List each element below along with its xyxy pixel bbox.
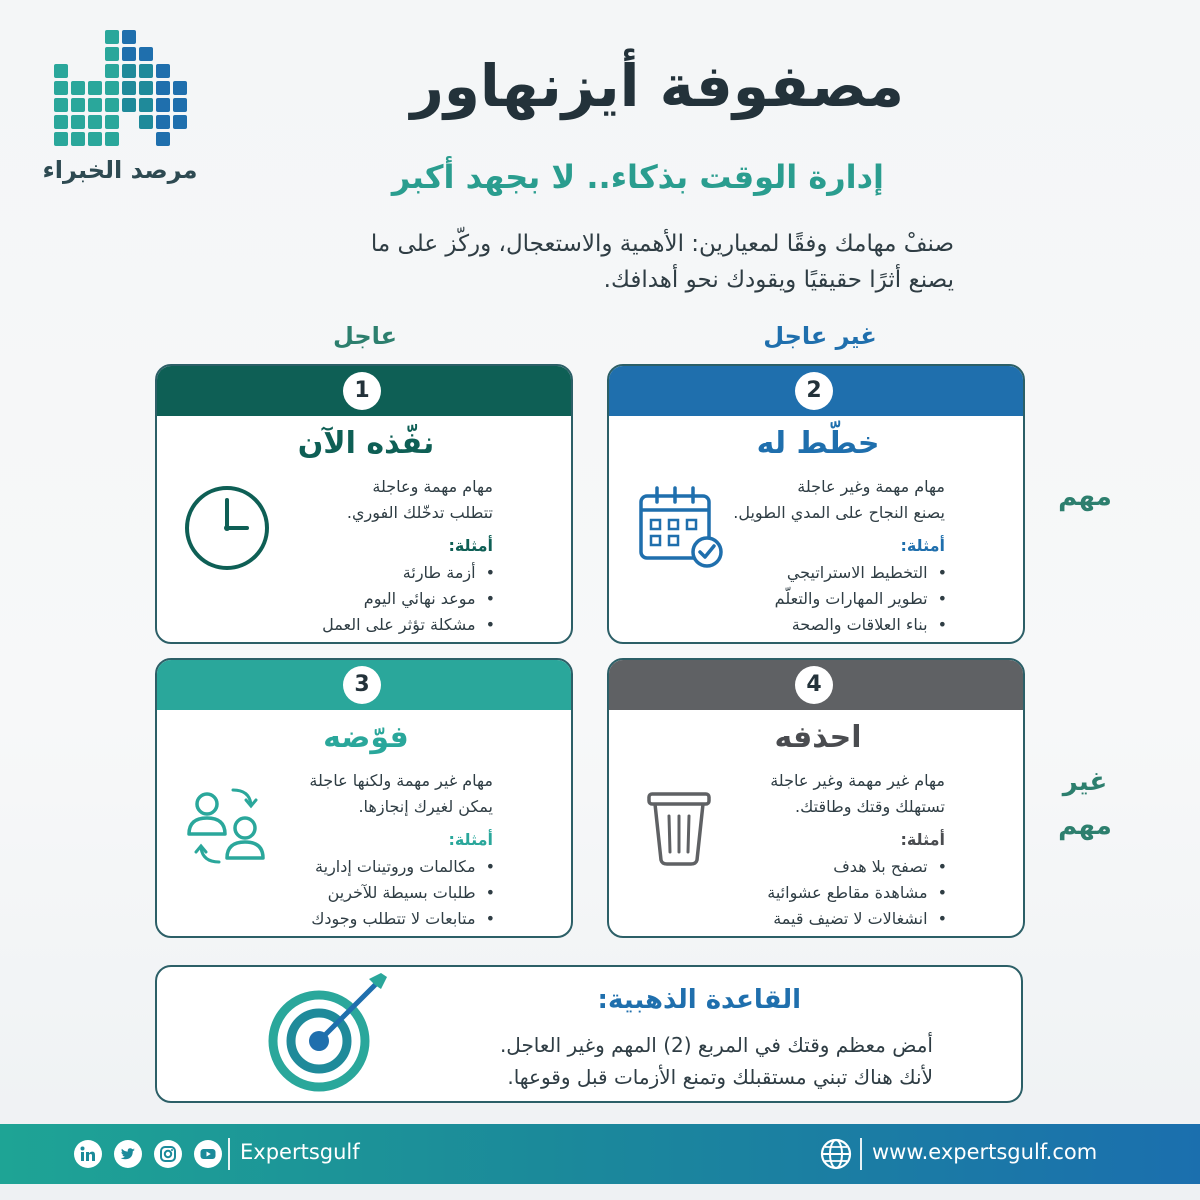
footer-handle[interactable]: Expertsgulf — [240, 1140, 360, 1164]
logo-square — [54, 64, 68, 78]
intro-line-2: يصنع أثرًا حقيقيًا ويقودك نحو أهدافك. — [603, 267, 954, 293]
logo-square — [71, 132, 85, 146]
examples-label: أمثلة: — [900, 830, 945, 849]
quadrant-description — [253, 768, 493, 820]
quadrant-title: نفّذه الآن — [297, 426, 435, 461]
footer-divider — [860, 1138, 862, 1170]
logo-square — [88, 132, 102, 146]
list-item: • طلبات بسيطة للآخرين — [255, 880, 495, 906]
golden-rule-line-2: لأنك هناك تبني مستقبلك وتمنع الأزمات قبل وقوعها. — [507, 1065, 933, 1089]
quadrant-number: 3 — [343, 666, 381, 704]
logo-text: مرصد الخبراء — [42, 156, 198, 184]
axis-label-not-urgent: غير عاجل — [763, 322, 877, 350]
list-item: • انشغالات لا تضيف قيمة — [707, 906, 947, 932]
quadrant-description-line: يمكن لغيرك إنجازها. — [358, 797, 493, 816]
logo-square — [105, 64, 119, 78]
instagram-icon[interactable] — [154, 1140, 182, 1168]
quadrant-description-line: مهام مهمة وغير عاجلة — [797, 477, 945, 496]
list-item: • تصفح بلا هدف — [707, 854, 947, 880]
quadrant-number: 1 — [343, 372, 381, 410]
logo-square — [139, 47, 153, 61]
list-item: • أزمة طارئة — [255, 560, 495, 586]
axis-label-not-important — [1030, 760, 1140, 848]
list-item: • تطوير المهارات والتعلّم — [707, 586, 947, 612]
logo-square — [122, 47, 136, 61]
calendar-check-icon — [629, 478, 729, 578]
examples-list — [255, 560, 495, 638]
logo-square — [88, 98, 102, 112]
quadrant-description — [705, 768, 945, 820]
logo-square — [105, 132, 119, 146]
intro-text — [254, 226, 954, 298]
logo-square — [105, 98, 119, 112]
logo-square — [156, 64, 170, 78]
golden-rule-box — [155, 965, 1023, 1103]
list-item: • التخطيط الاستراتيجي — [707, 560, 947, 586]
globe-icon — [818, 1136, 854, 1172]
list-item: • موعد نهائي اليوم — [255, 586, 495, 612]
logo-square — [122, 81, 136, 95]
quadrant-description-line: يصنع النجاح على المدي الطويل. — [733, 503, 945, 522]
quadrant-card-delegate — [155, 658, 573, 938]
logo-square — [173, 81, 187, 95]
twitter-icon[interactable] — [114, 1140, 142, 1168]
logo-square — [105, 81, 119, 95]
logo-square — [54, 98, 68, 112]
linkedin-icon[interactable] — [74, 1140, 102, 1168]
quadrant-number: 2 — [795, 372, 833, 410]
quadrant-card-delete — [607, 658, 1025, 938]
quadrant-title: فوّضه — [323, 720, 409, 755]
logo-square — [156, 132, 170, 146]
list-item: • مشكلة تؤثر على العمل — [255, 612, 495, 638]
intro-line-1: صنفْ مهامك وفقًا لمعيارين: الأهمية والاستعجال، وركّز على ما — [370, 231, 954, 257]
golden-rule-line-1: أمض معظم وقتك في المربع (2) المهم وغير العاجل. — [499, 1033, 933, 1057]
list-item: • مكالمات وروتينات إدارية — [255, 854, 495, 880]
quadrant-description-line: مهام غير مهمة وغير عاجلة — [770, 771, 945, 790]
logo-square — [71, 115, 85, 129]
examples-list — [707, 560, 947, 638]
axis-label-important: مهم — [1058, 482, 1112, 512]
delegate-users-icon — [177, 772, 277, 872]
logo-square — [105, 30, 119, 44]
quadrant-description — [253, 474, 493, 526]
examples-label: أمثلة: — [900, 536, 945, 555]
footer-divider — [228, 1138, 230, 1170]
logo-square — [173, 98, 187, 112]
logo-square — [88, 81, 102, 95]
logo-square — [71, 81, 85, 95]
examples-label: أمثلة: — [448, 536, 493, 555]
quadrant-title: احذفه — [774, 720, 862, 755]
quadrant-description-line: تستهلك وقتك وطاقتك. — [795, 797, 945, 816]
page-subtitle: إدارة الوقت بذكاء.. لا بجهد أكبر — [391, 158, 884, 196]
quadrant-description-line: مهام مهمة وعاجلة — [372, 477, 493, 496]
axis-label-not-important-line-2: مهم — [1058, 811, 1112, 841]
logo-square — [139, 64, 153, 78]
quadrant-title: خطّط له — [756, 426, 880, 461]
golden-rule-title: القاعدة الذهبية: — [597, 985, 801, 1015]
quadrant-number: 4 — [795, 666, 833, 704]
clock-icon — [177, 478, 277, 578]
list-item: • مشاهدة مقاطع عشوائية — [707, 880, 947, 906]
examples-list — [707, 854, 947, 932]
quadrant-card-do-now — [155, 364, 573, 644]
logo-square — [139, 98, 153, 112]
axis-label-urgent: عاجل — [332, 322, 398, 350]
logo-square — [54, 115, 68, 129]
logo-square — [122, 98, 136, 112]
trash-icon — [629, 772, 729, 872]
examples-list — [255, 854, 495, 932]
logo-square — [173, 115, 187, 129]
list-item: • متابعات لا تتطلب وجودك — [255, 906, 495, 932]
logo-square — [122, 30, 136, 44]
logo-square — [122, 64, 136, 78]
logo-square — [156, 81, 170, 95]
youtube-icon[interactable] — [194, 1140, 222, 1168]
logo-square — [156, 98, 170, 112]
logo-square — [71, 98, 85, 112]
examples-label: أمثلة: — [448, 830, 493, 849]
logo-square — [105, 115, 119, 129]
logo-square — [156, 115, 170, 129]
logo-square — [54, 132, 68, 146]
axis-label-not-important-line-1: غير — [1062, 767, 1108, 797]
quadrant-description-line: مهام غير مهمة ولكنها عاجلة — [309, 771, 493, 790]
list-item: • بناء العلاقات والصحة — [707, 612, 947, 638]
logo-square — [88, 115, 102, 129]
golden-rule-text — [373, 1029, 933, 1093]
website-link[interactable]: www.expertsgulf.com — [872, 1140, 1098, 1164]
quadrant-description-line: تتطلب تدخّلك الفوري. — [346, 503, 493, 522]
logo-square — [54, 81, 68, 95]
quadrant-card-plan — [607, 364, 1025, 644]
page-title: مصفوفة أيزنهاور — [410, 52, 904, 120]
logo-square — [139, 115, 153, 129]
logo — [40, 28, 200, 188]
footer-bar — [0, 1124, 1200, 1184]
logo-square — [105, 47, 119, 61]
quadrant-description — [705, 474, 945, 526]
logo-square — [139, 81, 153, 95]
